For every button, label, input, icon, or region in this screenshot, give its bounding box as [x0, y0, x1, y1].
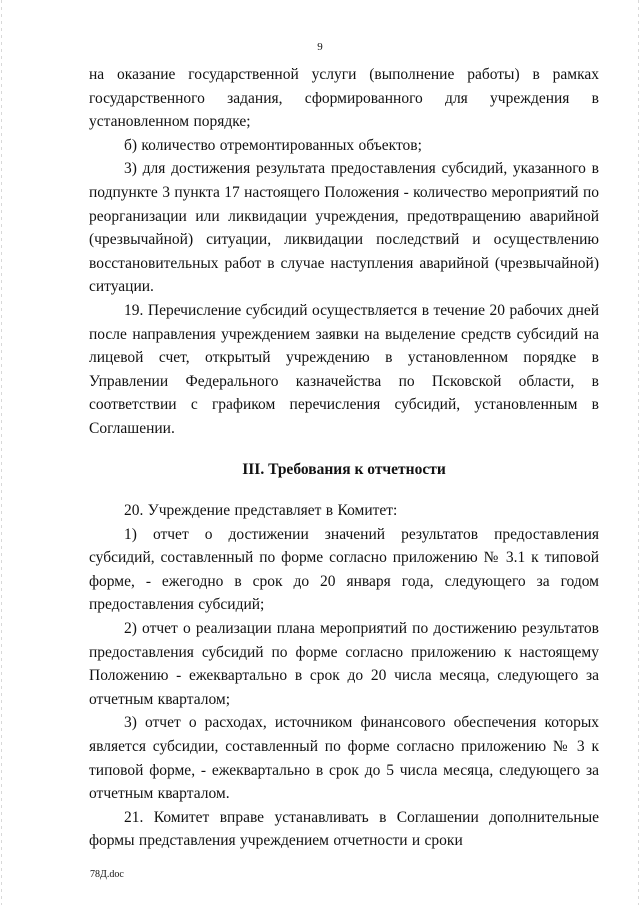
- scan-edge-left: [1, 0, 2, 905]
- paragraph-20-item-2: 2) отчет о реализации плана мероприятий по достижению результатов предоставления субсидий по форме согласно приложению к настоящему Положению - ежеквартально в срок до 20 числа месяца, следующего за отчетным кварталом;: [89, 620, 599, 708]
- scan-edge-right: [638, 0, 639, 905]
- paragraph-item-3: 3) для достижения результата предоставления субсидий, указанного в подпункте 3 пункта 17 настоящего Положения - количество мероприятий по реорганизации или ликвидации учреждения, предотвращению аварийной (чрезвычайной) ситуации, ликвидации последствий и осуществлению восстановительных работ в случае наступления аварийной (чрезвычайной) ситуации.: [89, 160, 599, 296]
- paragraph-20-item-1: 1) отчет о достижении значений результатов предоставления субсидий, составленный по форме согласно приложению № 3.1 к типовой форме, - ежегодно в срок до 20 января года, следующего за годом предоставления субсидий;: [89, 525, 599, 614]
- document-body: [89, 63, 599, 853]
- page-number: 9: [317, 41, 323, 53]
- footer-filename: 78Д.doc: [90, 869, 124, 880]
- paragraph-item-b: б) количество отремонтированных объектов;: [124, 136, 422, 154]
- section-heading: III. Требования к отчетности: [242, 460, 446, 478]
- paragraph-20-item-3: 3) отчет о расходах, источником финансового обеспечения которых является субсидии, составленный по форме согласно приложению № 3 к типовой форме, - ежеквартально в срок до 5 числа месяца, следующего за отчетным кварталом.: [89, 714, 599, 803]
- paragraph-21: 21. Комитет вправе устанавливать в Соглашении дополнительные формы представления учреждением отчетности и сроки: [89, 808, 599, 850]
- paragraph-19: 19. Перечисление субсидий осуществляется в течение 20 рабочих дней после направления учреждением заявки на выделение средств субсидий на лицевой счет, открытый учреждению в установленном порядке в Управлении Федерального казначейства по Псковской области, в соответствии с графиком перечисления субсидий, установленным в Соглашении.: [89, 301, 599, 437]
- paragraph-continuation: на оказание государственной услуги (выполнение работы) в рамках государственного задания, сформированного для учреждения в установленном порядке;: [89, 66, 599, 131]
- paragraph-20: 20. Учреждение представляет в Комитет:: [124, 502, 398, 520]
